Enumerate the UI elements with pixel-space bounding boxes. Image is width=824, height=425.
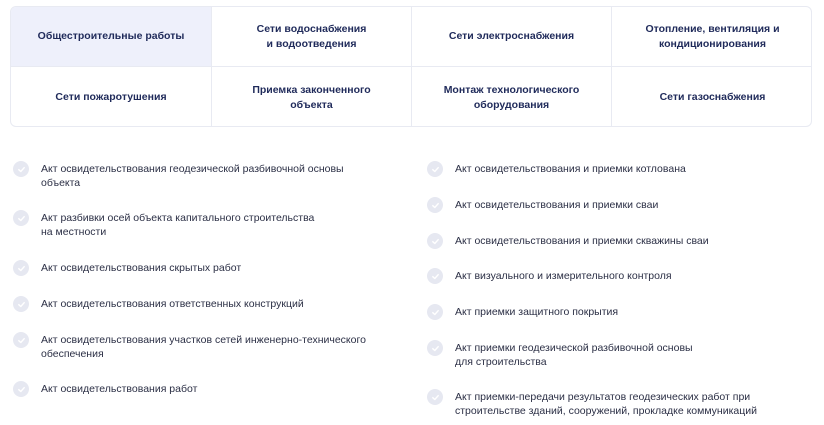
list-item [13, 297, 304, 312]
check-circle-icon [427, 268, 443, 284]
list-item-text: Акт освидетельствования геодезической разбивочной основы объекта [41, 163, 344, 189]
tab-general-construction[interactable] [11, 7, 212, 67]
list-item-text: Акт освидетельствования работ [41, 383, 198, 395]
tab-label: Общестроительные работы [37, 30, 185, 42]
tab-power-supply[interactable] [412, 7, 612, 67]
list-item-text: Акт освидетельствования ответственных конструкций [41, 298, 304, 310]
check-circle-icon [13, 381, 29, 397]
check-circle-icon [427, 304, 443, 320]
list-item-text: Акт приемки геодезической разбивочной основы для строительства [455, 342, 693, 368]
check-circle-icon [13, 260, 29, 276]
list-item [427, 305, 618, 320]
tab-water-supply[interactable] [212, 7, 412, 67]
list-item [427, 390, 757, 418]
list-item-text: Акт визуального и измерительного контроля [455, 270, 672, 282]
tab-fire-suppression[interactable] [11, 67, 212, 127]
tab-hvac[interactable] [612, 7, 812, 67]
check-circle-icon [13, 332, 29, 348]
list-item [13, 382, 197, 397]
check-circle-icon [13, 161, 29, 177]
list-item [427, 198, 658, 213]
list-item-text: Акт освидетельствования участков сетей инженерно-технического обеспечения [41, 334, 366, 360]
tab-label: Сети газоснабжения [659, 91, 766, 103]
list-item-text: Акт освидетельствования и приемки котлована [455, 163, 686, 175]
tab-completed-object[interactable] [212, 67, 412, 127]
tab-label: Сети электроснабжения [448, 30, 575, 42]
list-item [13, 333, 366, 361]
list-item-text: Акт приемки-передачи результатов геодезических работ при строительстве зданий, сооружений, прокладке коммуникаций [455, 391, 758, 417]
check-circle-icon [427, 233, 443, 249]
tab-equipment-install[interactable] [412, 67, 612, 127]
list-item [13, 261, 241, 276]
tab-label: Сети водоснабжения и водоотведения [256, 22, 367, 50]
list-item [427, 234, 709, 249]
list-item-text: Акт освидетельствования и приемки скважины сваи [455, 235, 709, 247]
tab-label: Сети пожаротушения [55, 91, 167, 103]
list-item-text: Акт разбивки осей объекта капитального строительства на местности [41, 212, 315, 238]
list-item [427, 341, 693, 369]
check-circle-icon [427, 161, 443, 177]
tab-label: Приемка законченного объекта [252, 83, 371, 111]
tab-gas-supply[interactable] [612, 67, 812, 127]
list-item-text: Акт освидетельствования и приемки сваи [455, 199, 659, 211]
check-circle-icon [427, 197, 443, 213]
tab-label: Монтаж технологического оборудования [443, 83, 580, 111]
category-tabs [10, 6, 812, 127]
list-item [427, 162, 686, 177]
check-circle-icon [427, 389, 443, 405]
tab-label: Отопление, вентиляция и кондиционирования [645, 22, 780, 50]
check-circle-icon [427, 340, 443, 356]
list-item [13, 162, 344, 190]
list-item [13, 211, 314, 239]
list-item [427, 269, 672, 284]
list-item-text: Акт освидетельствования скрытых работ [41, 262, 242, 274]
check-circle-icon [13, 210, 29, 226]
list-item-text: Акт приемки защитного покрытия [455, 306, 619, 318]
check-circle-icon [13, 296, 29, 312]
